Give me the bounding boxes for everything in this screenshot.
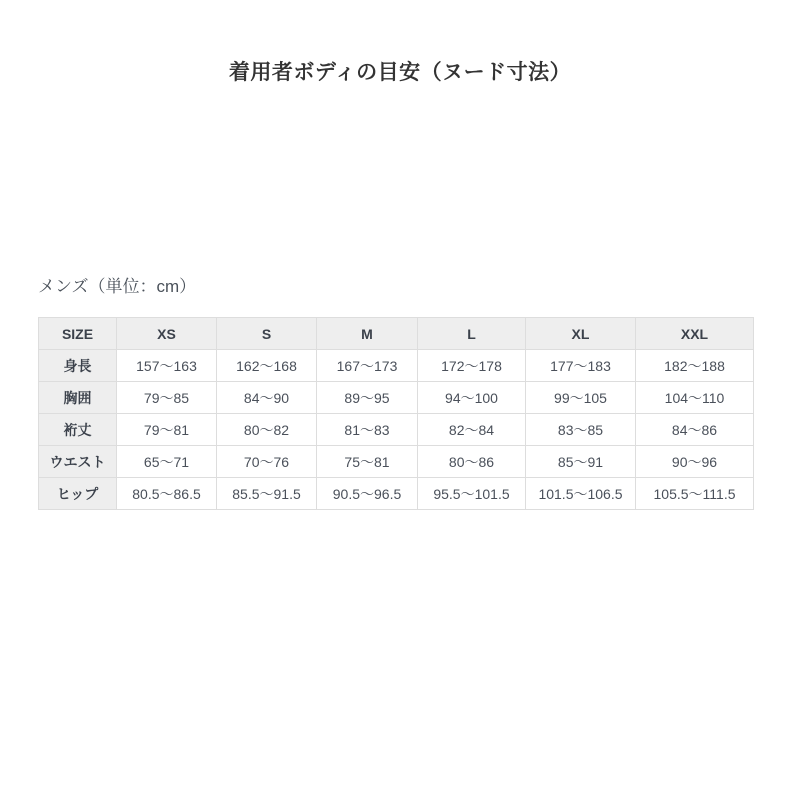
table-row-waist (39, 446, 754, 478)
cell-value: 84～90 (217, 382, 317, 414)
cell-value: 80～82 (217, 414, 317, 446)
column-header-xxl: XXL (636, 318, 754, 350)
cell-value: 82～84 (418, 414, 526, 446)
size-table (38, 317, 754, 510)
column-header-size: SIZE (39, 318, 117, 350)
row-label-chest: 胸囲 (39, 382, 117, 414)
column-header-s: S (217, 318, 317, 350)
cell-value: 80～86 (418, 446, 526, 478)
table-row-chest (39, 382, 754, 414)
cell-value: 70～76 (217, 446, 317, 478)
cell-value: 85～91 (526, 446, 636, 478)
cell-value: 157～163 (117, 350, 217, 382)
cell-value: 79～85 (117, 382, 217, 414)
cell-value: 90～96 (636, 446, 754, 478)
cell-value: 105.5～111.5 (636, 478, 754, 510)
table-row-hip (39, 478, 754, 510)
page-title: 着用者ボディの目安（ヌード寸法） (228, 61, 572, 84)
row-label-hip: ヒップ (39, 478, 117, 510)
cell-value: 162～168 (217, 350, 317, 382)
cell-value: 75～81 (317, 446, 418, 478)
cell-value: 84～86 (636, 414, 754, 446)
table-row-sleeve (39, 414, 754, 446)
table-header-row (39, 318, 754, 350)
cell-value: 95.5～101.5 (418, 478, 526, 510)
cell-value: 65～71 (117, 446, 217, 478)
cell-value: 80.5～86.5 (117, 478, 217, 510)
row-label-waist: ウエスト (39, 446, 117, 478)
table-row-height (39, 350, 754, 382)
cell-value: 177～183 (526, 350, 636, 382)
cell-value: 89～95 (317, 382, 418, 414)
row-label-height: 身長 (39, 350, 117, 382)
cell-value: 79～81 (117, 414, 217, 446)
column-header-l: L (418, 318, 526, 350)
cell-value: 104～110 (636, 382, 754, 414)
cell-value: 172～178 (418, 350, 526, 382)
column-header-xl: XL (526, 318, 636, 350)
cell-value: 101.5～106.5 (526, 478, 636, 510)
column-header-m: M (317, 318, 418, 350)
cell-value: 81～83 (317, 414, 418, 446)
section-label-mens-unit: メンズ（単位：cm） (38, 277, 197, 296)
column-header-xs: XS (117, 318, 217, 350)
cell-value: 83～85 (526, 414, 636, 446)
cell-value: 85.5～91.5 (217, 478, 317, 510)
cell-value: 94～100 (418, 382, 526, 414)
row-label-sleeve: 裄丈 (39, 414, 117, 446)
cell-value: 182～188 (636, 350, 754, 382)
cell-value: 99～105 (526, 382, 636, 414)
cell-value: 167～173 (317, 350, 418, 382)
cell-value: 90.5～96.5 (317, 478, 418, 510)
